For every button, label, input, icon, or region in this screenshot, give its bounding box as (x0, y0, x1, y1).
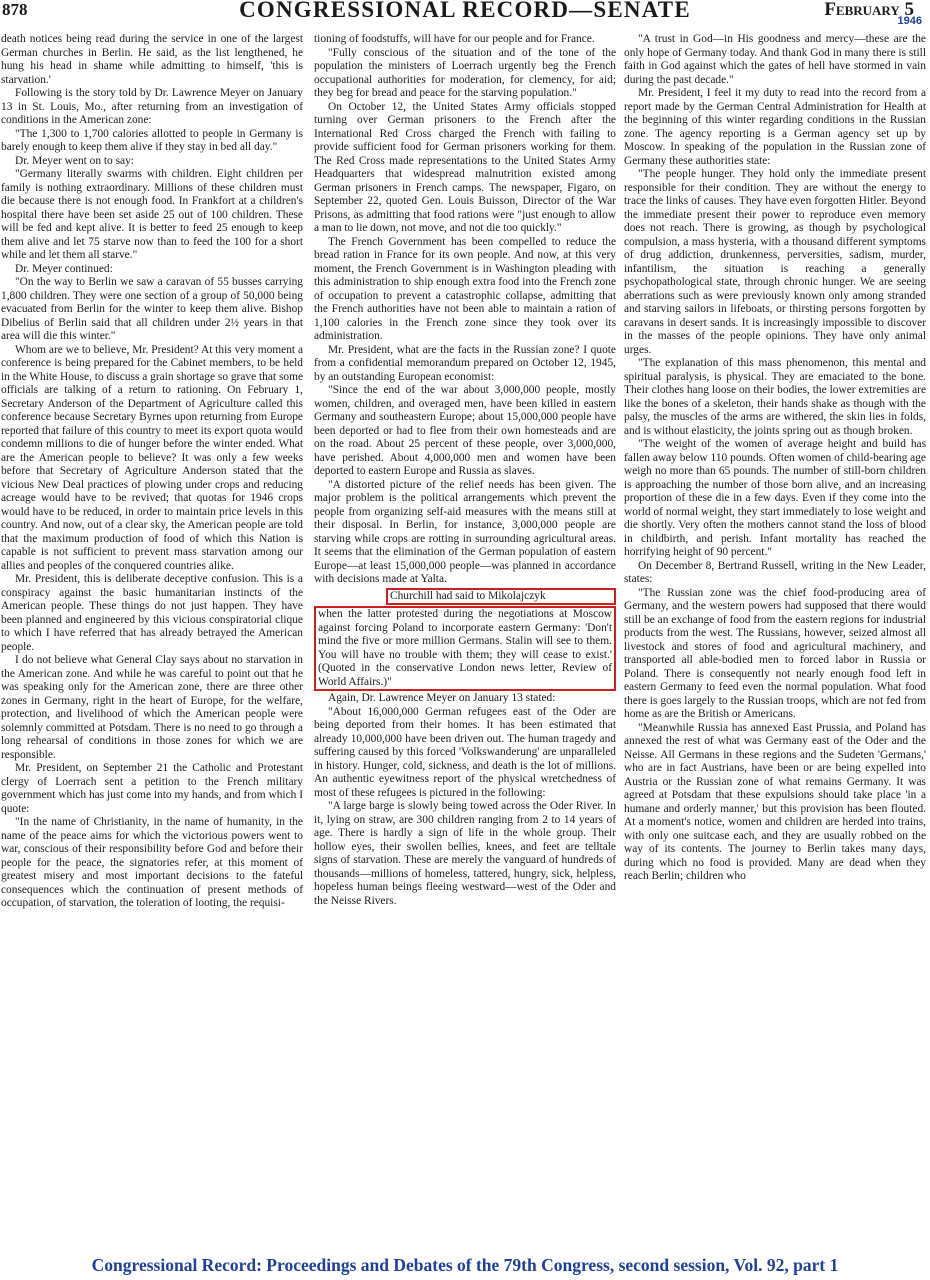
paragraph: "A distorted picture of the relief needs has been given. The major problem is the political arrangements which prevent the people from organizing self-aid measures with the means still at their disposal. In Berlin, for instance, 3,000,000 people are starving while crops are rotting in surrounding agricultural areas. It seems that the elimination of the German population of eastern Europe—at least 15,000,000 people—was planned in accordance with decisions made at Yalta. (314, 478, 616, 585)
paragraph: "A large barge is slowly being towed across the Oder River. In it, lying on straw, are 300 children ranging from 2 to 14 years of age. There is hardly a sign of life in the whole group. Their hollow eyes, their swollen bellies, knees, and feet are telltale signs of starvation. These are merely the vanguard of hundreds of thousands—millions of homeless, tattered, hungry, sick, helpless, hopeless human beings fleeing westward—west of the Oder and the Neisse Rivers. (314, 800, 616, 907)
column-middle (314, 33, 616, 1255)
page-number: 878 (2, 0, 28, 19)
paragraph: "The 1,300 to 1,700 calories allotted to people in Germany is barely enough to keep them alive if they stay in bed all day." (1, 127, 303, 153)
year-annotation: 1946 (897, 15, 922, 27)
paragraph: "A trust in God—in His goodness and mercy—these are the only hope of Germany today. And thank God in many there is still faith in God against which the gates of hell have stormed in vain during the past decade." (624, 33, 926, 86)
paragraph: Mr. President, what are the facts in the Russian zone? I quote from a confidential memorandum prepared on October 12, 1945, by an outstanding European economist: (314, 343, 616, 383)
paragraph: Mr. President, on September 21 the Catholic and Protestant clergy of Loerrach sent a petition to the French military government which has just come into my hands, and from which I quote: (1, 762, 303, 815)
paragraph: "Meanwhile Russia has annexed East Prussia, and Poland has annexed the rest of what was Germany east of the Oder and the Neisse. All Germans in these regions and the Sudeten 'Germans,' who are in fact Austrians, have been or are being expelled into Austria or the Russian zone of what remains Germany. It was agreed at Potsdam that these expulsions should take place 'in a humane and orderly manner,' but this provision has been flouted. At a moment's notice, women and children are herded into trains, with only one suitcase each, and they are usually robbed on the way of its contents. The journey to Berlin takes many days, during which no food is provided. Many are dead when they reach Berlin; children who (624, 721, 926, 882)
paragraph: "Fully conscious of the situation and of the tone of the population the ministers of Loerrach urgently beg the French occupational authorities for moderation, for clemency, for aid; they beg for bread and peace for the starving population." (314, 46, 616, 99)
paragraph: "The people hunger. They hold only the immediate present responsible for their condition. They are without the energy to trace the links of causes. They have even forgotten Hitler. Beyond the immediate present their power to reproduce even memory does not reach. There is growing, as though by psychological compulsion, a mass hysteria, with a thousand different symptoms of drug addiction, drunkenness, perversities, sadism, murder, infantilism, the situation is reaching a generally psychopathological state, through chronic hunger. We are seeing aberrations such as were previously known only among stranded and starving sailors in lifeboats, or thirsting persons forgotten by caravans in desert sands. It is increasingly impossible to discover in the masses of the people opinions. They have only animal urges. (624, 168, 926, 356)
issue-date: February 5 (824, 0, 914, 20)
paragraph: "The Russian zone was the chief food-producing area of Germany, and the western powers had supposed that there would still be an exchange of food from the eastern regions for industrial products from the west. The Russians, however, seized almost all livestock and stores of food and agricultural machinery, and transported all able-bodied men to forced labor in Russia or Poland. There is consequently not nearly enough food left in eastern Germany to feed even the normal population. What food there is goes largely to the Russian troops, which are not fed from home as are the British or Americans. (624, 586, 926, 720)
paragraph: "Since the end of the war about 3,000,000 people, mostly women, children, and overaged men, have been killed in eastern Germany and southeastern Europe; about 15,000,000 people have been deported or had to flee from their own homesteads and are on the road. About 25 percent of these people, over 3,000,000, have perished. About 4,000,000 men and women have been deported to eastern Europe and Russia as slaves. (314, 384, 616, 477)
paragraph: "In the name of Christianity, in the name of humanity, in the name of the peace aims for which the victorious powers went to war, conscious of their responsibility before God and before their people for the peace, the signatories refer, at this moment of greatest misery and most important decisions to the fateful consequences which the continuation of present methods of occupation, of starvation, the toleration of looting, the requisi- (1, 816, 303, 909)
highlight-first-line: Churchill had said to Mikolajczyk (390, 589, 546, 602)
paragraph: Mr. President, this is deliberate deceptive confusion. This is a conspiracy against the basic humanitarian instincts of the American people. These things do not just happen. They have been planned and engineered by this vicious conspiratorial clique to which I have referred that has already betrayed the American people. (1, 573, 303, 653)
paragraph: "The weight of the women of average height and build has fallen away below 110 pounds. Often women of child-bearing age weigh no more than 65 pounds. The number of still-born children is approaching the number of those born alive, and an increasing proportion of these die in a few days. Even if they come into the world of normal weight, they start immediately to lose weight and die shortly. Very often the mothers cannot stand the loss of blood in childbirth, and perish. Infant mortality has reached the horrifying height of 90 percent." (624, 438, 926, 558)
paragraph: "The explanation of this mass phenomenon, this mental and spiritual paralysis, is physical. They are emaciated to the bone. Their clothes hang loose on their bodies, the lower extremities are like the bones of a skeleton, their hands shake as though with the palsy, the muscles of the arms are withered, the skin lies in folds, and is without elasticity, the joints spring out as though broken. (624, 357, 926, 437)
paragraph: Mr. President, I feel it my duty to read into the record from a report made by the German Central Administration for Health at the beginning of this winter regarding conditions in the Russian zone. The agency reporting is a German agency set up by Moscow. In speaking of the population in the Russian zone of Germany these authorities state: (624, 87, 926, 167)
middle-bottom-paragraphs (314, 692, 616, 908)
paragraph: tioning of foodstuffs, will have for our people and for France. (314, 33, 595, 45)
paragraph: Again, Dr. Lawrence Meyer on January 13 stated: (328, 692, 556, 704)
column-left (1, 33, 303, 1255)
middle-top-paragraphs (314, 33, 616, 587)
running-title: CONGRESSIONAL RECORD—SENATE (239, 0, 691, 22)
paragraph: I do not believe what General Clay says about no starvation in the American zone. And while he was careful to point out that he was speaking only for the American zone, there are three other zones in Germany, right in the heart of Europe, for the welfare, protection, and livelihood of which the American people were solemnly committed at Potsdam. There is no need to go through a long rehearsal of conditions in those zones for which we are responsible. (1, 654, 303, 761)
paragraph: On December 8, Bertrand Russell, writing in the New Leader, states: (624, 559, 926, 585)
paragraph: The French Government has been compelled to reduce the bread ration in France for its own people. And now, at this very moment, the French Government is in Washington pleading with this administration to ship enough extra food into the French zone of occupation to prevent a catastrophic collapse, admitting that the French authorities have not been able to maintain a ration of 1,100 calories in the French zone since they took over its administration. (314, 235, 616, 342)
paragraph: "Germany literally swarms with children. Eight children per family is nothing extraordinary. Millions of these children must die because there is not enough food. In Frankfort at a children's hospital there have been set aside 25 out of 100 children. These will be fed and kept alive. It is better to feed 25 enough to keep them alive and let 75 starve now than to feed the 100 for a short while and let them all starve." (1, 168, 303, 261)
paragraph: Following is the story told by Dr. Lawrence Meyer on January 13 in St. Louis, Mo., after returning from an investigation of conditions in the American zone: (1, 87, 303, 126)
paragraph: Dr. Meyer went on to say: (15, 154, 134, 167)
source-citation: Congressional Record: Proceedings and Debates of the 79th Congress, second session, Vol. 92, part 1 (91, 1255, 839, 1275)
paragraph: "About 16,000,000 German refugees east of the Oder are being deported from their homes. It has been estimated that already 10,000,000 have been driven out. The human tragedy and suffering caused by this forced 'Volkswanderung' are unparalleled in history. Hunger, cold, sickness, and death is the lot of millions. An authentic eyewitness report of the physical wretchedness of most of these refugees is pictured in the following: (314, 705, 616, 799)
page-header (0, 0, 930, 30)
paragraph: Dr. Meyer continued: (15, 262, 113, 275)
paragraph: death notices being read during the service in one of the largest German churches in Berlin. He said, as the list lengthened, he hung his head in shame while admitting to himself, 'this is starvation.' (1, 33, 303, 86)
highlighted-quote-rest: when the latter protested during the negotiations at Moscow against forcing Poland to incorporate eastern Germany: 'Don't mind the five or more million Germans. Stalin will see to them. You will have no trouble with them; they will cease to exist.' (Quoted in the conservative London news letter, Review of World Affairs.)" (314, 606, 616, 691)
paragraph: "On the way to Berlin we saw a caravan of 55 busses carrying 1,800 children. They were one section of a group of 50,000 being evacuated from Berlin for the winter to keep them alive. Bishop Dibelius of Berlin said that all children under 2½ years in that area will die this winter." (1, 276, 303, 342)
paragraph: Whom are we to believe, Mr. President? At this very moment a conference is being prepared for the Cabinet members, to be held in the White House, to discuss a grain shortage so grave that some officials are talking of a return to rationing. On February 1, Secretary Anderson of the Department of Agriculture called this conference because Secretary Byrnes upon returning from Europe reported that failure of this country to meet its export quota would condemn millions to die of hunger before the winter ended. What are the American people to believe? It was only a few weeks before that Secretary of Agriculture Anderson stated that the vicious New Deal practices of plowing under crops and reducing acreage would have to be revived; that quotas for 1946 crops would have to be reduced, in order to maintain price levels in this country. And now, out of a clear sky, the American people are told that the maximum production of food of which this Nation is capable is not sufficient to prevent mass starvation among our allies and peoples of the conquered countries alike. (1, 343, 303, 572)
paragraph: On October 12, the United States Army officials stopped turning over German prisoners to the French after the International Red Cross charged the French with failing to provide sufficient food for German prisoners working for them. The Red Cross made representations to the United States Army Headquarters that widespread malnutrition existed among German prisoners in French camps. The newspaper, Figaro, on September 22, quoted Gen. Louis Buisson, Director of the War Prisons, as admitting that food rations were "just enough to allow a man to lie down, not move, and not die too quickly." (314, 100, 616, 234)
column-right (624, 33, 926, 1255)
highlighted-quote-box (386, 588, 616, 606)
